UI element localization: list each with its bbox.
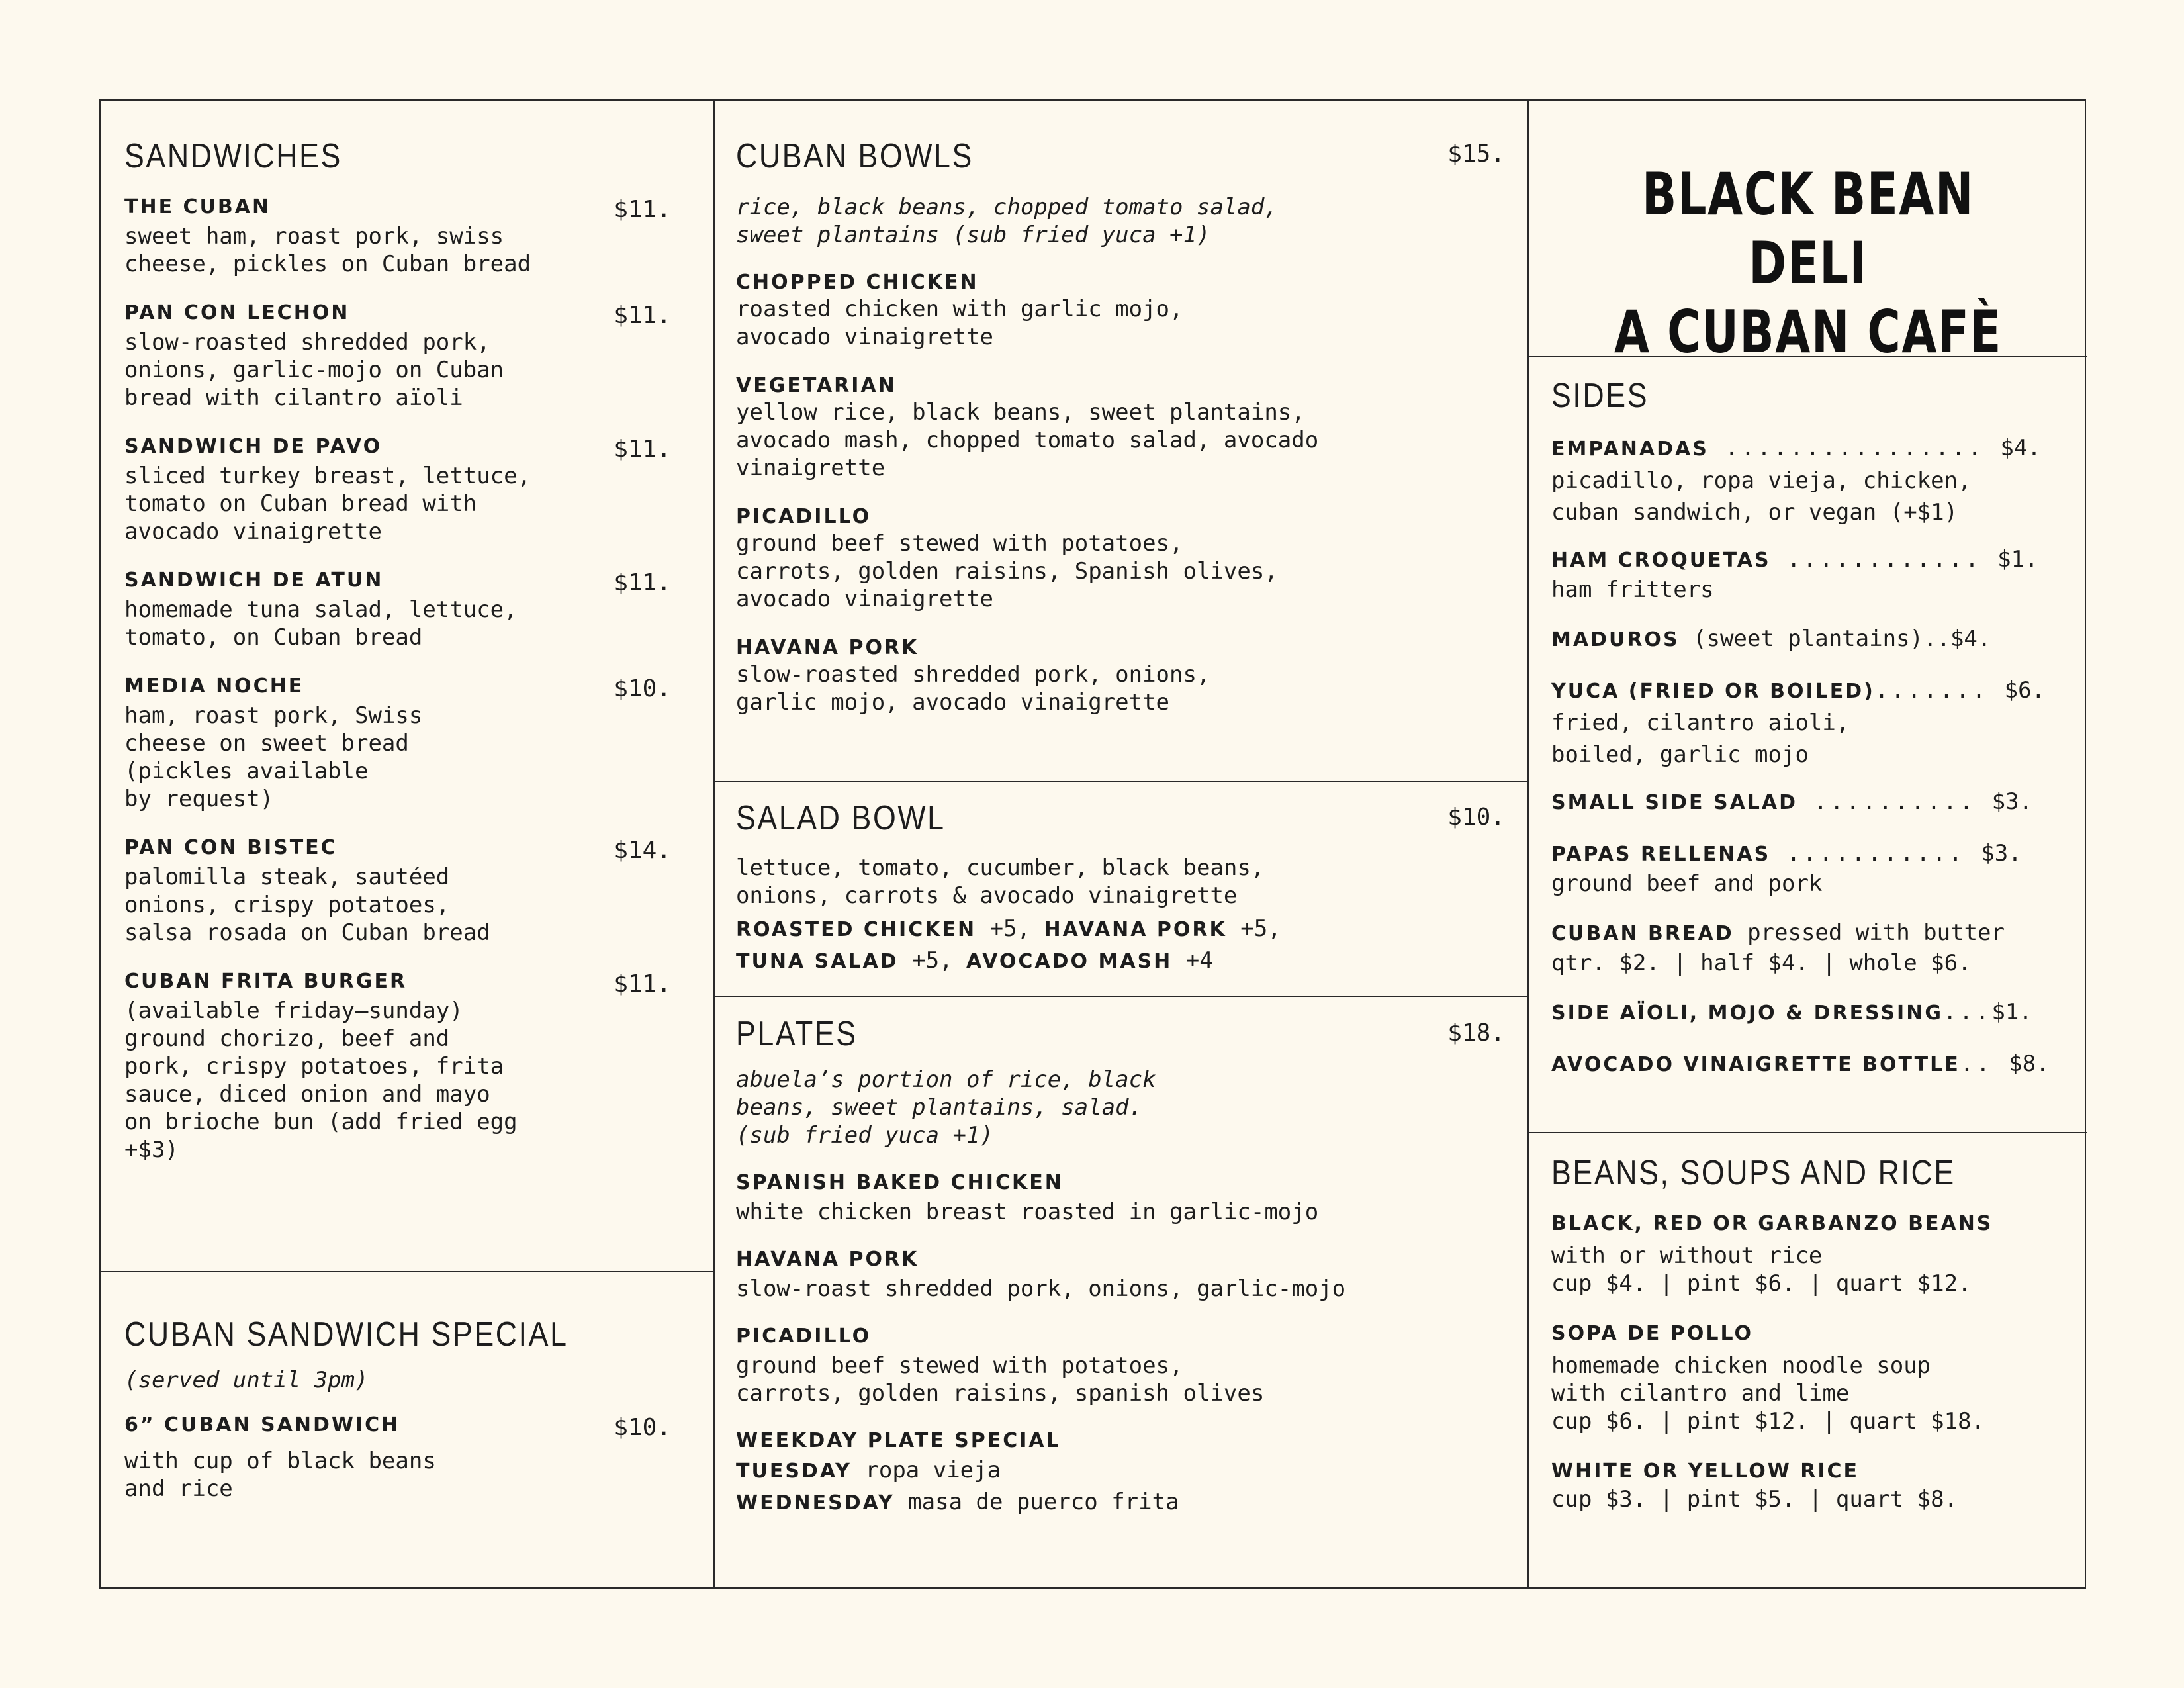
leader-dots: ....... (1874, 677, 2005, 704)
side-item (1551, 433, 2081, 465)
weekday-dish: ropa vieja (865, 1457, 1001, 1483)
side-item (1551, 838, 2081, 870)
weekday-label: WEDNESDAY (736, 1491, 895, 1515)
item-name: WEEKDAY PLATE SPECIAL (736, 1429, 1061, 1452)
side-item (1551, 675, 2081, 707)
leader-dots: ... (1942, 999, 1992, 1025)
addon-price: +5, (989, 915, 1030, 942)
addon-name: ROASTED CHICKEN (736, 918, 977, 941)
item-description: ground beef stewed with potatoes, carrots, golden raisins, spanish olives (736, 1352, 1265, 1407)
item-name: MEDIA NOCHE (124, 675, 304, 698)
section-price: $18. (1447, 1019, 1505, 1047)
addons-line (736, 914, 1527, 945)
menu-item (124, 838, 671, 947)
section-divider (713, 781, 1527, 782)
menu-item (736, 273, 1527, 351)
addon-name: TUNA SALAD (736, 950, 899, 973)
menu-item (736, 1250, 1527, 1303)
item-description: slow-roasted shredded pork, onions, garlic-mojo on Cuban bread with cilantro aïoli (124, 329, 504, 411)
item-name: SANDWICH DE ATUN (124, 569, 384, 592)
menu-item (736, 1173, 1527, 1226)
beans-soups-rice-section (1551, 1156, 2081, 1513)
item-name: WHITE OR YELLOW RICE (1551, 1460, 1859, 1483)
section-title: CUBAN SANDWICH SPECIAL (124, 1315, 569, 1354)
item-description: ham, roast pork, Swiss cheese on sweet bread (pickles available by request) (124, 702, 423, 812)
section-title: SIDES (1551, 377, 1649, 415)
menu-item (124, 303, 671, 412)
addons-line (736, 945, 1527, 977)
side-item (1551, 624, 2081, 655)
leader-dots: .. (1960, 1051, 2009, 1077)
item-description: ground beef stewed with potatoes, carrots, golden raisins, Spanish olives, avocado vinaigrette (736, 530, 1278, 612)
item-price: $6. (2004, 677, 2046, 704)
item-extra: pressed with butter (1733, 919, 2005, 946)
cuban-bowls-section (736, 139, 1527, 716)
item-name: PAN CON BISTEC (124, 836, 338, 859)
menu-item (736, 376, 1527, 482)
item-description: fried, cilantro aioli, boiled, garlic mojo (1551, 710, 1850, 768)
item-description: picadillo, ropa vieja, chicken, cuban sandwich, or vegan (+$1) (1551, 467, 1972, 526)
section-title: PLATES (736, 1015, 858, 1053)
item-description: qtr. $2. | half $4. | whole $6. (1551, 950, 1972, 976)
item-name: VEGETARIAN (736, 374, 897, 397)
weekday-label: TUESDAY (736, 1460, 852, 1483)
menu-item (124, 197, 671, 278)
side-item (1551, 544, 2081, 576)
section-note: abuela’s portion of rice, black beans, sweet plantains, salad. (sub fried yuca +1) (736, 1066, 1156, 1149)
addon-price: +5, (1240, 915, 1281, 942)
addon-price: +4 (1185, 947, 1213, 974)
menu-item (124, 571, 671, 651)
item-description: with cup of black beans and rice (124, 1448, 436, 1502)
item-name: MADUROS (1551, 628, 1680, 651)
item-description: with or without rice cup $4. | pint $6. | quart $12. (1551, 1243, 1972, 1297)
side-item (1551, 1049, 2081, 1080)
section-note: (served until 3pm) (124, 1367, 369, 1393)
item-price: $3. (1991, 788, 2033, 815)
side-item (1551, 786, 2081, 818)
logo (1529, 160, 2087, 367)
menu-item (1551, 1324, 2081, 1435)
item-name: PICADILLO (736, 505, 872, 528)
item-description: white chicken breast roasted in garlic-mojo (736, 1199, 1319, 1225)
item-name: SANDWICH DE PAVO (124, 435, 383, 458)
logo-line: BLACK BEAN DELI (1641, 160, 1975, 297)
section-price: $15. (1447, 140, 1505, 167)
section-title: CUBAN BOWLS (736, 137, 974, 175)
item-name: SPANISH BAKED CHICKEN (736, 1171, 1064, 1194)
item-description: slow-roast shredded pork, onions, garlic-mojo (736, 1276, 1346, 1302)
side-item (1551, 917, 2081, 949)
menu-item (736, 1327, 1527, 1407)
item-price: $11. (614, 302, 671, 329)
section-title: BEANS, SOUPS AND RICE (1551, 1154, 1956, 1192)
menu-item (736, 638, 1527, 716)
item-price: $11. (614, 569, 671, 596)
menu-item (1551, 1214, 2081, 1297)
sandwiches-section (124, 139, 671, 1164)
section-title: SANDWICHES (124, 137, 342, 175)
item-description: palomilla steak, sautéed onions, crispy potatoes, salsa rosada on Cuban bread (124, 864, 490, 946)
item-price: $10. (614, 675, 671, 702)
leader-dots: ................ (1708, 435, 2001, 461)
section-note: rice, black beans, chopped tomato salad, sweet plantains (sub fried yuca +1) (736, 194, 1278, 248)
weekday-line (736, 1455, 1527, 1487)
item-extra: (sweet plantains).. (1679, 626, 1950, 652)
weekday-plate-special (736, 1431, 1527, 1519)
item-name: THE CUBAN (124, 195, 271, 218)
salad-bowl-section (736, 801, 1527, 977)
item-name: PICADILLO (736, 1325, 872, 1348)
item-name: SOPA DE POLLO (1551, 1322, 1754, 1345)
item-price: $1. (1991, 999, 2032, 1025)
menu-item (124, 437, 671, 545)
item-description: slow-roasted shredded pork, onions, garlic mojo, avocado vinaigrette (736, 661, 1210, 716)
item-description: sweet ham, roast pork, swiss cheese, pickles on Cuban bread (124, 223, 531, 277)
item-description: (available friday–sunday) ground chorizo, beef and pork, crispy potatoes, frita sauce, diced onion and mayo on brioche bun (add fried egg +$3) (124, 998, 518, 1163)
menu-item (124, 677, 671, 813)
logo-line: A CUBAN CAFÈ (1614, 298, 2002, 366)
item-price: $4. (2000, 435, 2041, 461)
weekday-line (736, 1487, 1527, 1519)
item-name: CHOPPED CHICKEN (736, 271, 979, 294)
leader-dots: ........... (1770, 840, 1981, 867)
item-price: $1. (1997, 546, 2038, 573)
item-price: $10. (614, 1414, 671, 1441)
item-name: HAVANA PORK (736, 636, 919, 659)
item-price: $11. (614, 196, 671, 223)
sides-section (1551, 379, 2081, 1080)
menu-item (1551, 1462, 2081, 1513)
addon-name: HAVANA PORK (1044, 918, 1227, 941)
item-description: homemade tuna salad, lettuce, tomato, on Cuban bread (124, 596, 518, 651)
item-name: EMPANADAS (1551, 438, 1709, 461)
item-description: homemade chicken noodle soup with cilantro and lime cup $6. | pint $12. | quart $18. (1551, 1352, 1985, 1434)
item-price: $8. (2009, 1051, 2050, 1077)
item-name: BLACK, RED OR GARBANZO BEANS (1551, 1212, 1993, 1235)
section-title: SALAD BOWL (736, 799, 946, 837)
item-name: SMALL SIDE SALAD (1551, 791, 1798, 814)
leader-dots: ............ (1770, 546, 1998, 573)
item-description: ground beef and pork (1551, 870, 1823, 897)
sandwich-special-section (124, 1317, 671, 1503)
item-description: sliced turkey breast, lettuce, tomato on Cuban bread with avocado vinaigrette (124, 463, 531, 545)
item-description: yellow rice, black beans, sweet plantains, avocado mash, chopped tomato salad, avocado vinaigrette (736, 399, 1319, 481)
item-name: PAN CON LECHON (124, 301, 350, 324)
menu-item (736, 507, 1527, 613)
item-name: PAPAS RELLENAS (1551, 843, 1771, 866)
item-price: $4. (1950, 626, 1991, 652)
weekday-dish: masa de puerco frita (908, 1489, 1179, 1515)
addon-name: AVOCADO MASH (966, 950, 1173, 973)
item-name: YUCA (FRIED OR BOILED) (1551, 680, 1875, 703)
column-divider (713, 101, 715, 1587)
item-name: AVOCADO VINAIGRETTE BOTTLE (1551, 1053, 1960, 1076)
section-description: lettuce, tomato, cucumber, black beans, onions, carrots & avocado vinaigrette (736, 855, 1265, 909)
section-price: $10. (1447, 804, 1505, 831)
item-description: ham fritters (1551, 577, 1714, 603)
menu-board (99, 99, 2086, 1589)
item-name: CUBAN BREAD (1551, 922, 1734, 945)
section-divider (713, 996, 1527, 997)
plates-section (736, 1017, 1527, 1519)
item-price: $14. (614, 837, 671, 864)
section-divider (101, 1271, 713, 1272)
item-price: $11. (614, 970, 671, 998)
item-price: $11. (614, 436, 671, 463)
item-description: roasted chicken with garlic mojo, avocado vinaigrette (736, 296, 1183, 350)
item-name: CUBAN FRITA BURGER (124, 970, 408, 993)
side-item (1551, 997, 2081, 1029)
item-name: SIDE AÏOLI, MOJO & DRESSING (1551, 1002, 1943, 1025)
section-divider (1527, 1132, 2087, 1133)
addon-price: +5, (912, 947, 953, 974)
menu-item (124, 1415, 671, 1503)
item-description: cup $3. | pint $5. | quart $8. (1551, 1486, 1958, 1513)
item-name: HAM CROQUETAS (1551, 549, 1771, 572)
item-price: $3. (1981, 840, 2022, 867)
leader-dots: .......... (1797, 788, 1992, 815)
menu-item (124, 972, 671, 1164)
item-name: HAVANA PORK (736, 1248, 919, 1271)
item-name: 6” CUBAN SANDWICH (124, 1413, 400, 1436)
